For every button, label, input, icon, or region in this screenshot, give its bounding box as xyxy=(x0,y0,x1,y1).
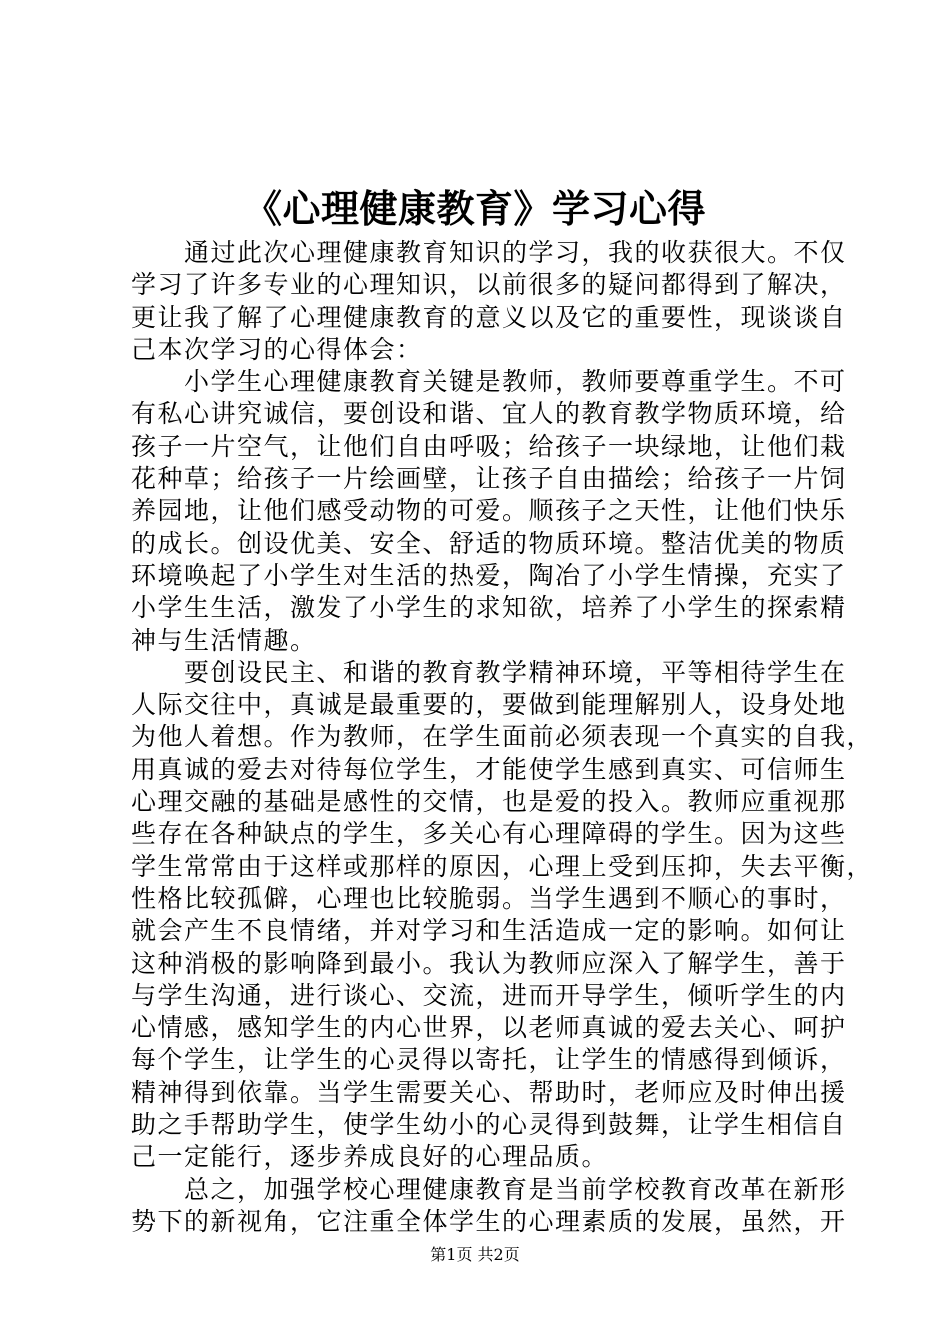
text-line: 小学生心理健康教育关键是教师，教师要尊重学生。不可 xyxy=(131,367,847,397)
text-line: 更让我了解了心理健康教育的意义以及它的重要性，现谈谈自 xyxy=(131,302,847,332)
text-line: 要创设民主、和谐的教育教学精神环境，平等相待学生在 xyxy=(131,657,847,687)
text-line: 为他人着想。作为教师，在学生面前必须表现一个真实的自我， xyxy=(131,722,874,752)
text-line: 人际交往中，真诚是最重要的，要做到能理解别人，设身处地 xyxy=(131,690,847,720)
text-line: 就会产生不良情绪，并对学习和生活造成一定的影响。如何让 xyxy=(131,916,847,946)
text-line: 养园地，让他们感受动物的可爱。顺孩子之天性，让他们快乐 xyxy=(131,496,847,526)
text-line: 用真诚的爱去对待每位学生，才能使学生感到真实、可信师生 xyxy=(131,754,847,784)
text-line: 这种消极的影响降到最小。我认为教师应深入了解学生，善于 xyxy=(131,948,847,978)
text-line: 与学生沟通，进行谈心、交流，进而开导学生，倾听学生的内 xyxy=(131,980,847,1010)
text-line: 己本次学习的心得体会： xyxy=(131,334,423,364)
text-line: 通过此次心理健康教育知识的学习，我的收获很大。不仅 xyxy=(131,238,847,267)
text-line: 孩子一片空气，让他们自由呼吸；给孩子一块绿地，让他们栽 xyxy=(131,431,847,461)
text-line: 学生常常由于这样或那样的原因，心理上受到压抑，失去平衡， xyxy=(131,851,874,881)
text-line: 己一定能行，逐步养成良好的心理品质。 xyxy=(131,1142,609,1172)
text-line: 些存在各种缺点的学生，多关心有心理障碍的学生。因为这些 xyxy=(131,819,847,849)
text-line: 每个学生，让学生的心灵得以寄托，让学生的情感得到倾诉， xyxy=(131,1045,847,1075)
text-line: 势下的新视角，它注重全体学生的心理素质的发展，虽然，开 xyxy=(131,1206,847,1236)
document-body xyxy=(131,237,874,1238)
text-line: 总之，加强学校心理健康教育是当前学校教育改革在新形 xyxy=(131,1174,847,1204)
text-line: 性格比较孤僻，心理也比较脆弱。当学生遇到不顺心的事时， xyxy=(131,883,847,913)
text-line: 助之手帮助学生，使学生幼小的心灵得到鼓舞，让学生相信自 xyxy=(131,1110,847,1140)
document-title: 《心理健康教育》学习心得 xyxy=(243,187,706,231)
page-footer: 第1页 共2页 xyxy=(430,1245,520,1264)
text-line: 有私心讲究诚信，要创设和谐、宜人的教育教学物质环境，给 xyxy=(131,399,847,429)
text-line: 小学生生活，激发了小学生的求知欲，培养了小学生的探索精 xyxy=(131,593,847,623)
text-line: 神与生活情趣。 xyxy=(131,625,317,655)
text-line: 花种草；给孩子一片绘画壁，让孩子自由描绘；给孩子一片饲 xyxy=(131,464,847,494)
text-line: 心情感，感知学生的内心世界，以老师真诚的爱去关心、呵护 xyxy=(131,1013,847,1043)
text-line: 心理交融的基础是感性的交情，也是爱的投入。教师应重视那 xyxy=(131,787,847,817)
text-line: 精神得到依靠。当学生需要关心、帮助时，老师应及时伸出援 xyxy=(131,1077,847,1107)
text-line: 环境唤起了小学生对生活的热爱，陶冶了小学生情操，充实了 xyxy=(131,560,847,590)
text-line: 的成长。创设优美、安全、舒适的物质环境。整洁优美的物质 xyxy=(131,528,847,558)
text-line: 学习了许多专业的心理知识，以前很多的疑问都得到了解决， xyxy=(131,270,847,300)
